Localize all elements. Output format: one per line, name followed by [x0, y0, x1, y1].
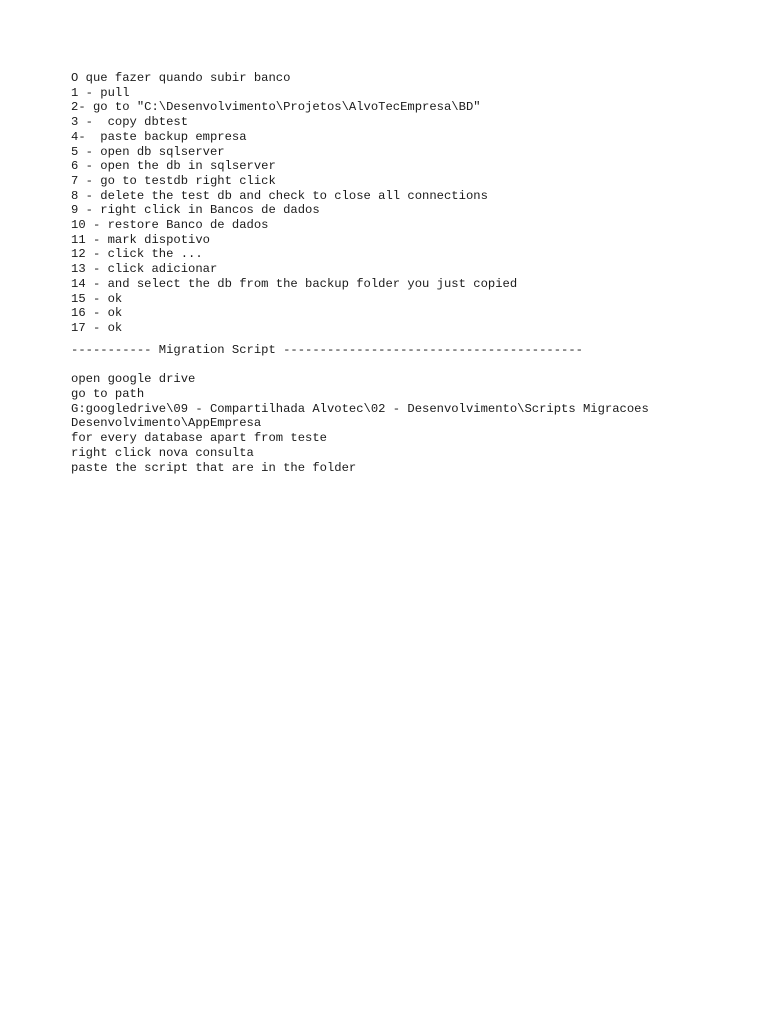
spacer [71, 357, 751, 372]
migration-line: Desenvolvimento\AppEmpresa [71, 416, 262, 431]
migration-heading: ----------- Migration Script ----------------------------------------- [71, 342, 583, 357]
step-line: 1 - pull [71, 85, 130, 100]
step-line: 15 - ok [71, 291, 123, 306]
migration-line: right click nova consulta [71, 445, 254, 460]
migration-line: go to path [71, 387, 145, 402]
step-line: 8 - delete the test db and check to close all connections [71, 188, 488, 203]
migration-line: open google drive [71, 372, 196, 387]
step-line: 16 - ok [71, 306, 123, 321]
step-line: 9 - right click in Bancos de dados [71, 203, 320, 218]
migration-section [71, 372, 751, 475]
step-line: 13 - click adicionar [71, 262, 218, 277]
step-line: 12 - click the ... [71, 247, 203, 262]
step-line: 14 - and select the db from the backup folder you just copied [71, 276, 518, 291]
step-line: 17 - ok [71, 320, 123, 335]
step-line: 10 - restore Banco de dados [71, 218, 269, 233]
steps-section [71, 71, 751, 336]
step-line: 4- paste backup empresa [71, 129, 247, 144]
steps-title: O que fazer quando subir banco [71, 71, 291, 85]
step-line: 6 - open the db in sqlserver [71, 159, 276, 174]
migration-line: for every database apart from teste [71, 431, 327, 446]
step-line: 11 - mark dispotivo [71, 232, 210, 247]
migration-line: G:googledrive\09 - Compartilhada Alvotec\02 - Desenvolvimento\Scripts Migracoes [71, 401, 649, 416]
step-line: 7 - go to testdb right click [71, 173, 276, 188]
step-line: 3 - copy dbtest [71, 115, 189, 130]
step-line: 5 - open db sqlserver [71, 144, 225, 159]
spacer [71, 336, 751, 343]
step-line: 2- go to "C:\Desenvolvimento\Projetos\AlvoTecEmpresa\BD" [71, 100, 481, 115]
document-page [71, 71, 751, 475]
migration-line: paste the script that are in the folder [71, 460, 357, 475]
